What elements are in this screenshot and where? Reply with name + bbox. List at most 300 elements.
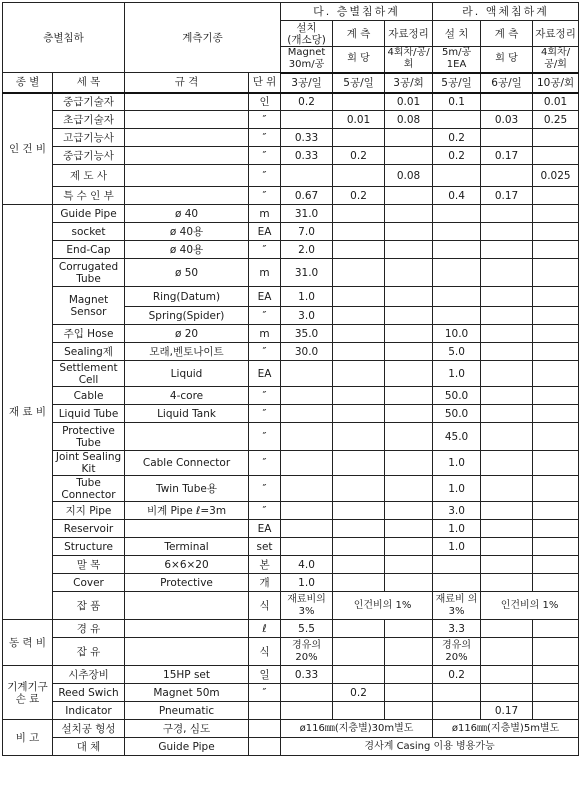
table-row (3, 520, 579, 538)
value-cell (281, 520, 333, 538)
unit: ″ (249, 684, 281, 702)
value-cell: 35.0 (281, 325, 333, 343)
column-header: 자료정리 (385, 21, 433, 47)
value-cell: 50.0 (433, 405, 481, 423)
spec: Liquid Tank (125, 405, 249, 423)
value-cell: 1.0 (281, 574, 333, 592)
value-cell: 50.0 (433, 387, 481, 405)
value-cell (333, 307, 385, 325)
value-cell: 7.0 (281, 223, 333, 241)
column-subheader: Magnet 30m/공 (281, 47, 333, 73)
value-cell: 1.0 (433, 538, 481, 556)
item-name: Sealing제 (53, 343, 125, 361)
spec: Cable Connector (125, 451, 249, 476)
value-cell: 31.0 (281, 205, 333, 223)
value-cell (333, 361, 385, 387)
item-name: Protective Tube (53, 423, 125, 451)
value-cell: 0.2 (433, 666, 481, 684)
item-name: End-Cap (53, 241, 125, 259)
value-cell (333, 702, 385, 720)
value-cell: 0.33 (281, 147, 333, 165)
value-cell (333, 476, 385, 502)
item-name: Settlement Cell (53, 361, 125, 387)
category-label: 기계기구 손 료 (3, 666, 53, 720)
value-cell (385, 307, 433, 325)
value-cell (333, 451, 385, 476)
value-cell (533, 451, 579, 476)
column-title: 6공/일 (481, 73, 533, 93)
value-cell: 재료비 의3% (433, 592, 481, 620)
value-cell (385, 638, 433, 666)
spec: Magnet 50m (125, 684, 249, 702)
table-row (3, 93, 579, 111)
item-name: Joint Sealing Kit (53, 451, 125, 476)
value-cell (333, 405, 385, 423)
unit: ″ (249, 111, 281, 129)
column-title: 5공/일 (333, 73, 385, 93)
unit: m (249, 259, 281, 287)
value-cell: 1.0 (433, 520, 481, 538)
value-cell (281, 111, 333, 129)
value-cell (481, 129, 533, 147)
spec: Pneumatic (125, 702, 249, 720)
value-cell (533, 638, 579, 666)
value-cell (333, 520, 385, 538)
value-cell (533, 684, 579, 702)
value-cell (385, 129, 433, 147)
value-cell: 0.17 (481, 187, 533, 205)
column-title: 3공/일 (281, 73, 333, 93)
value-cell: 0.01 (385, 93, 433, 111)
table-row (3, 205, 579, 223)
column-subheader: 4회차/공/회 (385, 47, 433, 73)
value-cell (481, 205, 533, 223)
value-cell: 0.2 (333, 187, 385, 205)
table-row (3, 476, 579, 502)
unit: set (249, 538, 281, 556)
spec: Protective (125, 574, 249, 592)
column-title: 단 위 (249, 73, 281, 93)
value-cell (281, 451, 333, 476)
value-cell (533, 620, 579, 638)
item-name: 설치공 형성 (53, 720, 125, 738)
unit: ″ (249, 165, 281, 187)
column-title: 종 별 (3, 73, 53, 93)
column-subheader: 회 당 (481, 47, 533, 73)
value-cell (281, 387, 333, 405)
item-name: Structure (53, 538, 125, 556)
table-row (3, 720, 579, 738)
unit: ″ (249, 147, 281, 165)
unit: ℓ (249, 620, 281, 638)
spec (125, 187, 249, 205)
value-cell: 경유의 20% (281, 638, 333, 666)
value-cell (533, 538, 579, 556)
value-cell (481, 620, 533, 638)
value-cell (481, 574, 533, 592)
value-cell (333, 259, 385, 287)
value-cell (481, 476, 533, 502)
value-cell (333, 538, 385, 556)
value-cell (385, 423, 433, 451)
spec (125, 423, 249, 451)
item-name: Cable (53, 387, 125, 405)
table-row (3, 3, 579, 21)
value-cell (385, 405, 433, 423)
value-cell (533, 259, 579, 287)
table-row (3, 538, 579, 556)
spec (125, 620, 249, 638)
value-cell: 경유의 20% (433, 638, 481, 666)
table-row (3, 592, 579, 620)
category-label: 재 료 비 (3, 205, 53, 620)
value-cell (433, 111, 481, 129)
section-a-title: 다. 층별침하계 (281, 3, 433, 21)
table-row (3, 620, 579, 638)
value-cell (433, 574, 481, 592)
value-cell (533, 502, 579, 520)
value-cell (481, 638, 533, 666)
value-cell (533, 423, 579, 451)
item-name: Magnet Sensor (53, 287, 125, 325)
value-cell (433, 702, 481, 720)
unit: EA (249, 287, 281, 307)
spec: 6×6×20 (125, 556, 249, 574)
value-cell (481, 684, 533, 702)
unit (249, 720, 281, 738)
table-row (3, 343, 579, 361)
value-cell: 3.0 (433, 502, 481, 520)
unit: ″ (249, 476, 281, 502)
value-cell (385, 205, 433, 223)
value-cell: 4.0 (281, 556, 333, 574)
value-cell (385, 702, 433, 720)
value-cell (385, 361, 433, 387)
table-row (3, 556, 579, 574)
spec (125, 93, 249, 111)
value-cell (533, 205, 579, 223)
value-cell (385, 684, 433, 702)
unit: 식 (249, 638, 281, 666)
item-name: Reservoir (53, 520, 125, 538)
value-cell (281, 165, 333, 187)
spec (125, 147, 249, 165)
value-cell (385, 259, 433, 287)
spec: Liquid (125, 361, 249, 387)
value-cell (481, 93, 533, 111)
value-cell: 5.0 (433, 343, 481, 361)
spec (125, 592, 249, 620)
unit: ″ (249, 129, 281, 147)
value-cell (481, 451, 533, 476)
value-cell: 0.01 (533, 93, 579, 111)
value-cell: 인건비의 1% (481, 592, 579, 620)
value-cell (533, 307, 579, 325)
column-subheader: 회 당 (333, 47, 385, 73)
table-row (3, 241, 579, 259)
category-label: 비 고 (3, 720, 53, 756)
unit: ″ (249, 187, 281, 205)
value-cell: 0.4 (433, 187, 481, 205)
value-cell (533, 520, 579, 538)
value-cell (385, 287, 433, 307)
value-cell (533, 405, 579, 423)
value-cell (281, 538, 333, 556)
spec: ø 40 (125, 205, 249, 223)
table-row (3, 129, 579, 147)
value-cell (433, 241, 481, 259)
value-cell: 0.17 (481, 702, 533, 720)
value-cell (333, 556, 385, 574)
column-title: 5공/일 (433, 73, 481, 93)
value-cell: 0.2 (433, 147, 481, 165)
unit (249, 702, 281, 720)
spec (125, 520, 249, 538)
value-cell (281, 405, 333, 423)
value-cell (481, 538, 533, 556)
table-row (3, 187, 579, 205)
unit: 식 (249, 592, 281, 620)
value-cell: 1.0 (433, 451, 481, 476)
unit: 일 (249, 666, 281, 684)
table-row (3, 147, 579, 165)
value-cell: 1.0 (433, 361, 481, 387)
value-cell: 인건비의 1% (333, 592, 433, 620)
spec: Twin Tube용 (125, 476, 249, 502)
value-cell (481, 259, 533, 287)
value-cell (433, 684, 481, 702)
value-cell (333, 165, 385, 187)
spec: 모래,벤토나이트 (125, 343, 249, 361)
value-cell: 0.33 (281, 666, 333, 684)
value-cell: 0.17 (481, 147, 533, 165)
value-cell (533, 147, 579, 165)
value-cell (433, 259, 481, 287)
item-name: Corrugated Tube (53, 259, 125, 287)
table-row (3, 638, 579, 666)
spec: 비계 Pipe ℓ=3m (125, 502, 249, 520)
value-cell: 0.2 (433, 129, 481, 147)
value-cell (433, 165, 481, 187)
unit: EA (249, 223, 281, 241)
value-cell: 0.33 (281, 129, 333, 147)
value-cell (481, 502, 533, 520)
standard-header: 계측기종 (125, 3, 281, 73)
spec: ø 50 (125, 259, 249, 287)
value-cell (481, 423, 533, 451)
value-cell (533, 241, 579, 259)
item-name: 시추장비 (53, 666, 125, 684)
unit: EA (249, 520, 281, 538)
value-cell (333, 666, 385, 684)
column-header: 설치 (개소당) (281, 21, 333, 47)
column-title: 규 격 (125, 73, 249, 93)
value-cell (385, 187, 433, 205)
value-cell (481, 241, 533, 259)
note-cell: 경사계 Casing 이용 병용가능 (281, 738, 579, 756)
value-cell (385, 343, 433, 361)
value-cell (385, 556, 433, 574)
table-row (3, 223, 579, 241)
column-header: 계 측 (333, 21, 385, 47)
spec (125, 165, 249, 187)
value-cell (481, 223, 533, 241)
value-cell (481, 287, 533, 307)
value-cell (533, 343, 579, 361)
unit: ″ (249, 502, 281, 520)
value-cell (481, 307, 533, 325)
item-name: 지지 Pipe (53, 502, 125, 520)
spec: 4-core (125, 387, 249, 405)
item-name: 특 수 인 부 (53, 187, 125, 205)
note-cell: ø116㎜(지층별)30m별도 (281, 720, 433, 738)
value-cell (333, 343, 385, 361)
unit: 본 (249, 556, 281, 574)
table-row (3, 325, 579, 343)
table-row (3, 574, 579, 592)
value-cell (281, 423, 333, 451)
unit: ″ (249, 451, 281, 476)
item-name: 고급기능사 (53, 129, 125, 147)
item-name: Cover (53, 574, 125, 592)
unit (249, 738, 281, 756)
table-row (3, 666, 579, 684)
value-cell: 1.0 (433, 476, 481, 502)
item-name: Guide Pipe (53, 205, 125, 223)
value-cell (533, 223, 579, 241)
value-cell: 30.0 (281, 343, 333, 361)
spec: ø 40용 (125, 241, 249, 259)
value-cell (385, 451, 433, 476)
value-cell: 0.67 (281, 187, 333, 205)
unit: ″ (249, 405, 281, 423)
value-cell (385, 387, 433, 405)
value-cell (333, 502, 385, 520)
value-cell: 0.2 (333, 684, 385, 702)
value-cell (481, 666, 533, 684)
value-cell (533, 129, 579, 147)
unit: ″ (249, 423, 281, 451)
table-row (3, 387, 579, 405)
category-label: 인 건 비 (3, 93, 53, 205)
value-cell (385, 147, 433, 165)
unit: ″ (249, 307, 281, 325)
value-cell: 3.0 (281, 307, 333, 325)
value-cell (533, 187, 579, 205)
value-cell (433, 556, 481, 574)
item-name: 대 체 (53, 738, 125, 756)
item-name: 중급기능사 (53, 147, 125, 165)
value-cell (533, 556, 579, 574)
value-cell (333, 223, 385, 241)
column-title: 3공/회 (385, 73, 433, 93)
value-cell (385, 620, 433, 638)
value-cell: 5.5 (281, 620, 333, 638)
column-header: 설 치 (433, 21, 481, 47)
unit: ″ (249, 343, 281, 361)
value-cell (333, 93, 385, 111)
column-subheader: 4회차/공/회 (533, 47, 579, 73)
value-cell (481, 361, 533, 387)
unit: m (249, 205, 281, 223)
value-cell (333, 241, 385, 259)
value-cell: 1.0 (281, 287, 333, 307)
table-row (3, 451, 579, 476)
value-cell: 0.08 (385, 165, 433, 187)
spec: Ring(Datum) (125, 287, 249, 307)
spec: Spring(Spider) (125, 307, 249, 325)
value-cell (533, 387, 579, 405)
item-name: 말 목 (53, 556, 125, 574)
spec: ø 20 (125, 325, 249, 343)
item-name: Tube Connector (53, 476, 125, 502)
value-cell (433, 307, 481, 325)
value-cell (433, 205, 481, 223)
value-cell (333, 129, 385, 147)
cost-breakdown-table (2, 2, 579, 756)
table-row (3, 287, 579, 307)
item-name: socket (53, 223, 125, 241)
unit: ″ (249, 387, 281, 405)
table-row (3, 738, 579, 756)
note-cell: ø116㎜(지층별)5m별도 (433, 720, 579, 738)
value-cell (433, 287, 481, 307)
value-cell (385, 223, 433, 241)
column-header: 계 측 (481, 21, 533, 47)
column-subheader: 5m/공 1EA (433, 47, 481, 73)
item-name: Indicator (53, 702, 125, 720)
value-cell (281, 476, 333, 502)
value-cell (281, 361, 333, 387)
value-cell: 0.1 (433, 93, 481, 111)
category-label: 동 력 비 (3, 620, 53, 666)
item-name: Reed Swich (53, 684, 125, 702)
unit: 인 (249, 93, 281, 111)
value-cell (481, 325, 533, 343)
item-name: 잡 품 (53, 592, 125, 620)
value-cell: 0.2 (281, 93, 333, 111)
value-cell (385, 502, 433, 520)
column-title: 10공/회 (533, 73, 579, 93)
value-cell (333, 205, 385, 223)
spec: Terminal (125, 538, 249, 556)
unit: EA (249, 361, 281, 387)
table-row (3, 684, 579, 702)
item-header: 층별침하 (3, 3, 125, 73)
value-cell (281, 702, 333, 720)
table-row (3, 502, 579, 520)
section-b-title: 라. 액체침하계 (433, 3, 579, 21)
item-name: 제 도 사 (53, 165, 125, 187)
value-cell: 31.0 (281, 259, 333, 287)
value-cell (433, 223, 481, 241)
value-cell: 0.01 (333, 111, 385, 129)
value-cell (481, 165, 533, 187)
unit: ″ (249, 241, 281, 259)
value-cell: 0.2 (333, 147, 385, 165)
settlement-gauge-cost-table-page (2, 2, 578, 800)
unit: m (249, 325, 281, 343)
value-cell (533, 287, 579, 307)
item-name: Liquid Tube (53, 405, 125, 423)
value-cell (533, 702, 579, 720)
spec: ø 40용 (125, 223, 249, 241)
value-cell: 3.3 (433, 620, 481, 638)
column-header: 자료정리 (533, 21, 579, 47)
value-cell (385, 241, 433, 259)
value-cell (281, 684, 333, 702)
table-row (3, 702, 579, 720)
